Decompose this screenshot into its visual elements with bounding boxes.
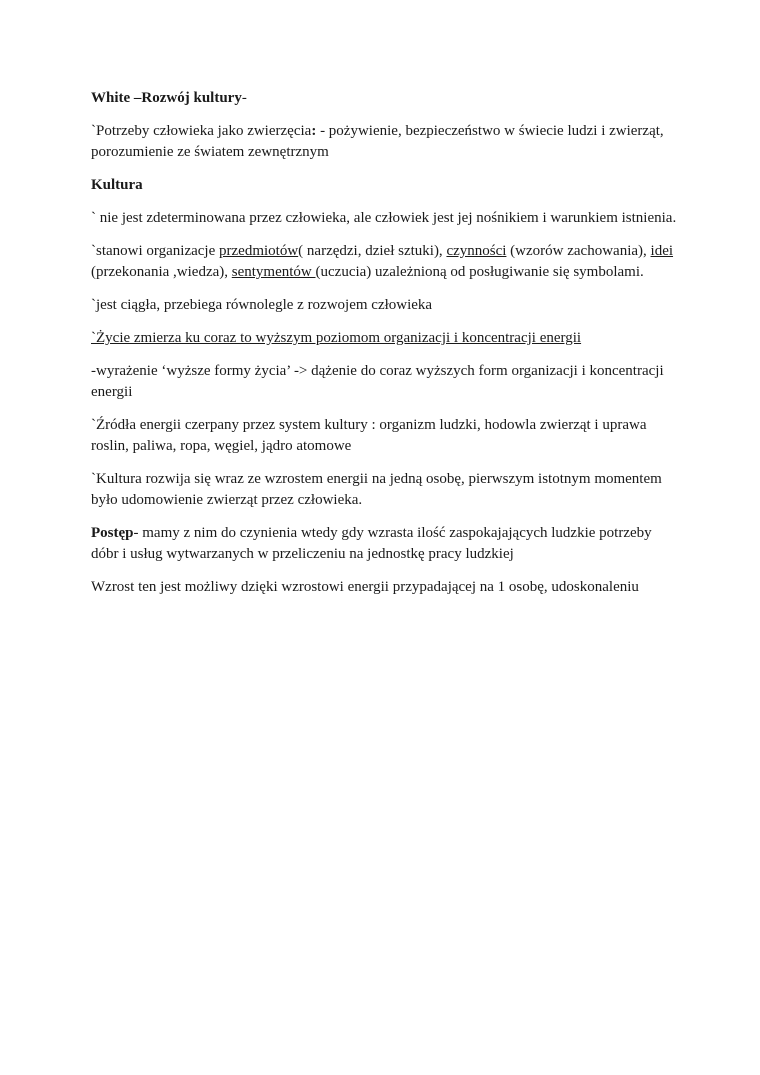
heading-kultura: Kultura <box>91 177 143 193</box>
org-text-4: (przekonania ,wiedza), <box>91 264 232 280</box>
title-dash: - <box>241 90 247 106</box>
needs-list: - pożywienie, bezpieczeństwo w świecie ludzi i zwierząt, porozumienie ze światem zewnętrznym <box>91 123 664 160</box>
paragraph-higher-forms: -wyrażenie ‘wyższe formy życia’ -> dążenie do coraz wyższych form organizacji i koncentracji energii <box>91 363 664 400</box>
org-underline-sentiments: sentymentów <box>231 264 316 280</box>
paragraph-not-determined: ` nie jest zdeterminowana przez człowieka, ale człowiek jest jej nośnikiem i warunkiem istnienia. <box>91 210 677 226</box>
paragraph-needs <box>91 121 681 163</box>
org-underline-objects: przedmiotów <box>219 243 299 259</box>
org-text-1: `stanowi organizacje <box>91 243 220 259</box>
paragraph-continuous: `jest ciągła, przebiega równolegle z rozwojem człowieka <box>91 297 433 313</box>
paragraph-energy-sources: `Źródła energii czerpany przez system kultury : organizm ludzki, hodowla zwierząt i uprawa roslin, paliwa, ropa, węgiel, jądro atomowe <box>91 417 647 454</box>
org-underline-ideas: idei <box>650 243 674 259</box>
progress-definition: - mamy z nim do czynienia wtedy gdy wzrasta ilość zaspokajających ludzkie potrzeby dóbr i usług wytwarzanych w przeliczeniu na jednostkę pracy ludzkiej <box>91 525 652 562</box>
paragraph-organization <box>91 241 681 283</box>
org-text-2: ( narzędzi, dzieł sztuki), <box>298 243 447 259</box>
org-underline-actions: czynności <box>446 243 507 259</box>
org-text-3: (wzorów zachowania), <box>506 243 651 259</box>
document-body <box>91 88 681 610</box>
needs-colon: : <box>311 123 317 139</box>
paragraph-growth: Wzrost ten jest możliwy dzięki wzrostowi energii przypadającej na 1 osobę, udoskonaleniu <box>91 579 639 595</box>
document-title <box>91 88 681 109</box>
paragraph-culture-develops: `Kultura rozwija się wraz ze wzrostem energii na jedną osobę, pierwszym istotnym momentem było udomowienie zwierząt przez człowieka. <box>91 471 662 508</box>
progress-term: Postęp <box>91 525 134 541</box>
paragraph-progress <box>91 523 681 565</box>
org-text-5: (uczucia) uzależnioną od posługiwanie się symbolami. <box>315 264 644 280</box>
needs-lead: `Potrzeby człowieka jako zwierzęcia <box>91 123 312 139</box>
paragraph-life-energy: `Życie zmierza ku coraz to wyższym poziomom organizacji i koncentracji energii <box>91 330 582 346</box>
title-text: White –Rozwój kultury <box>91 90 242 106</box>
